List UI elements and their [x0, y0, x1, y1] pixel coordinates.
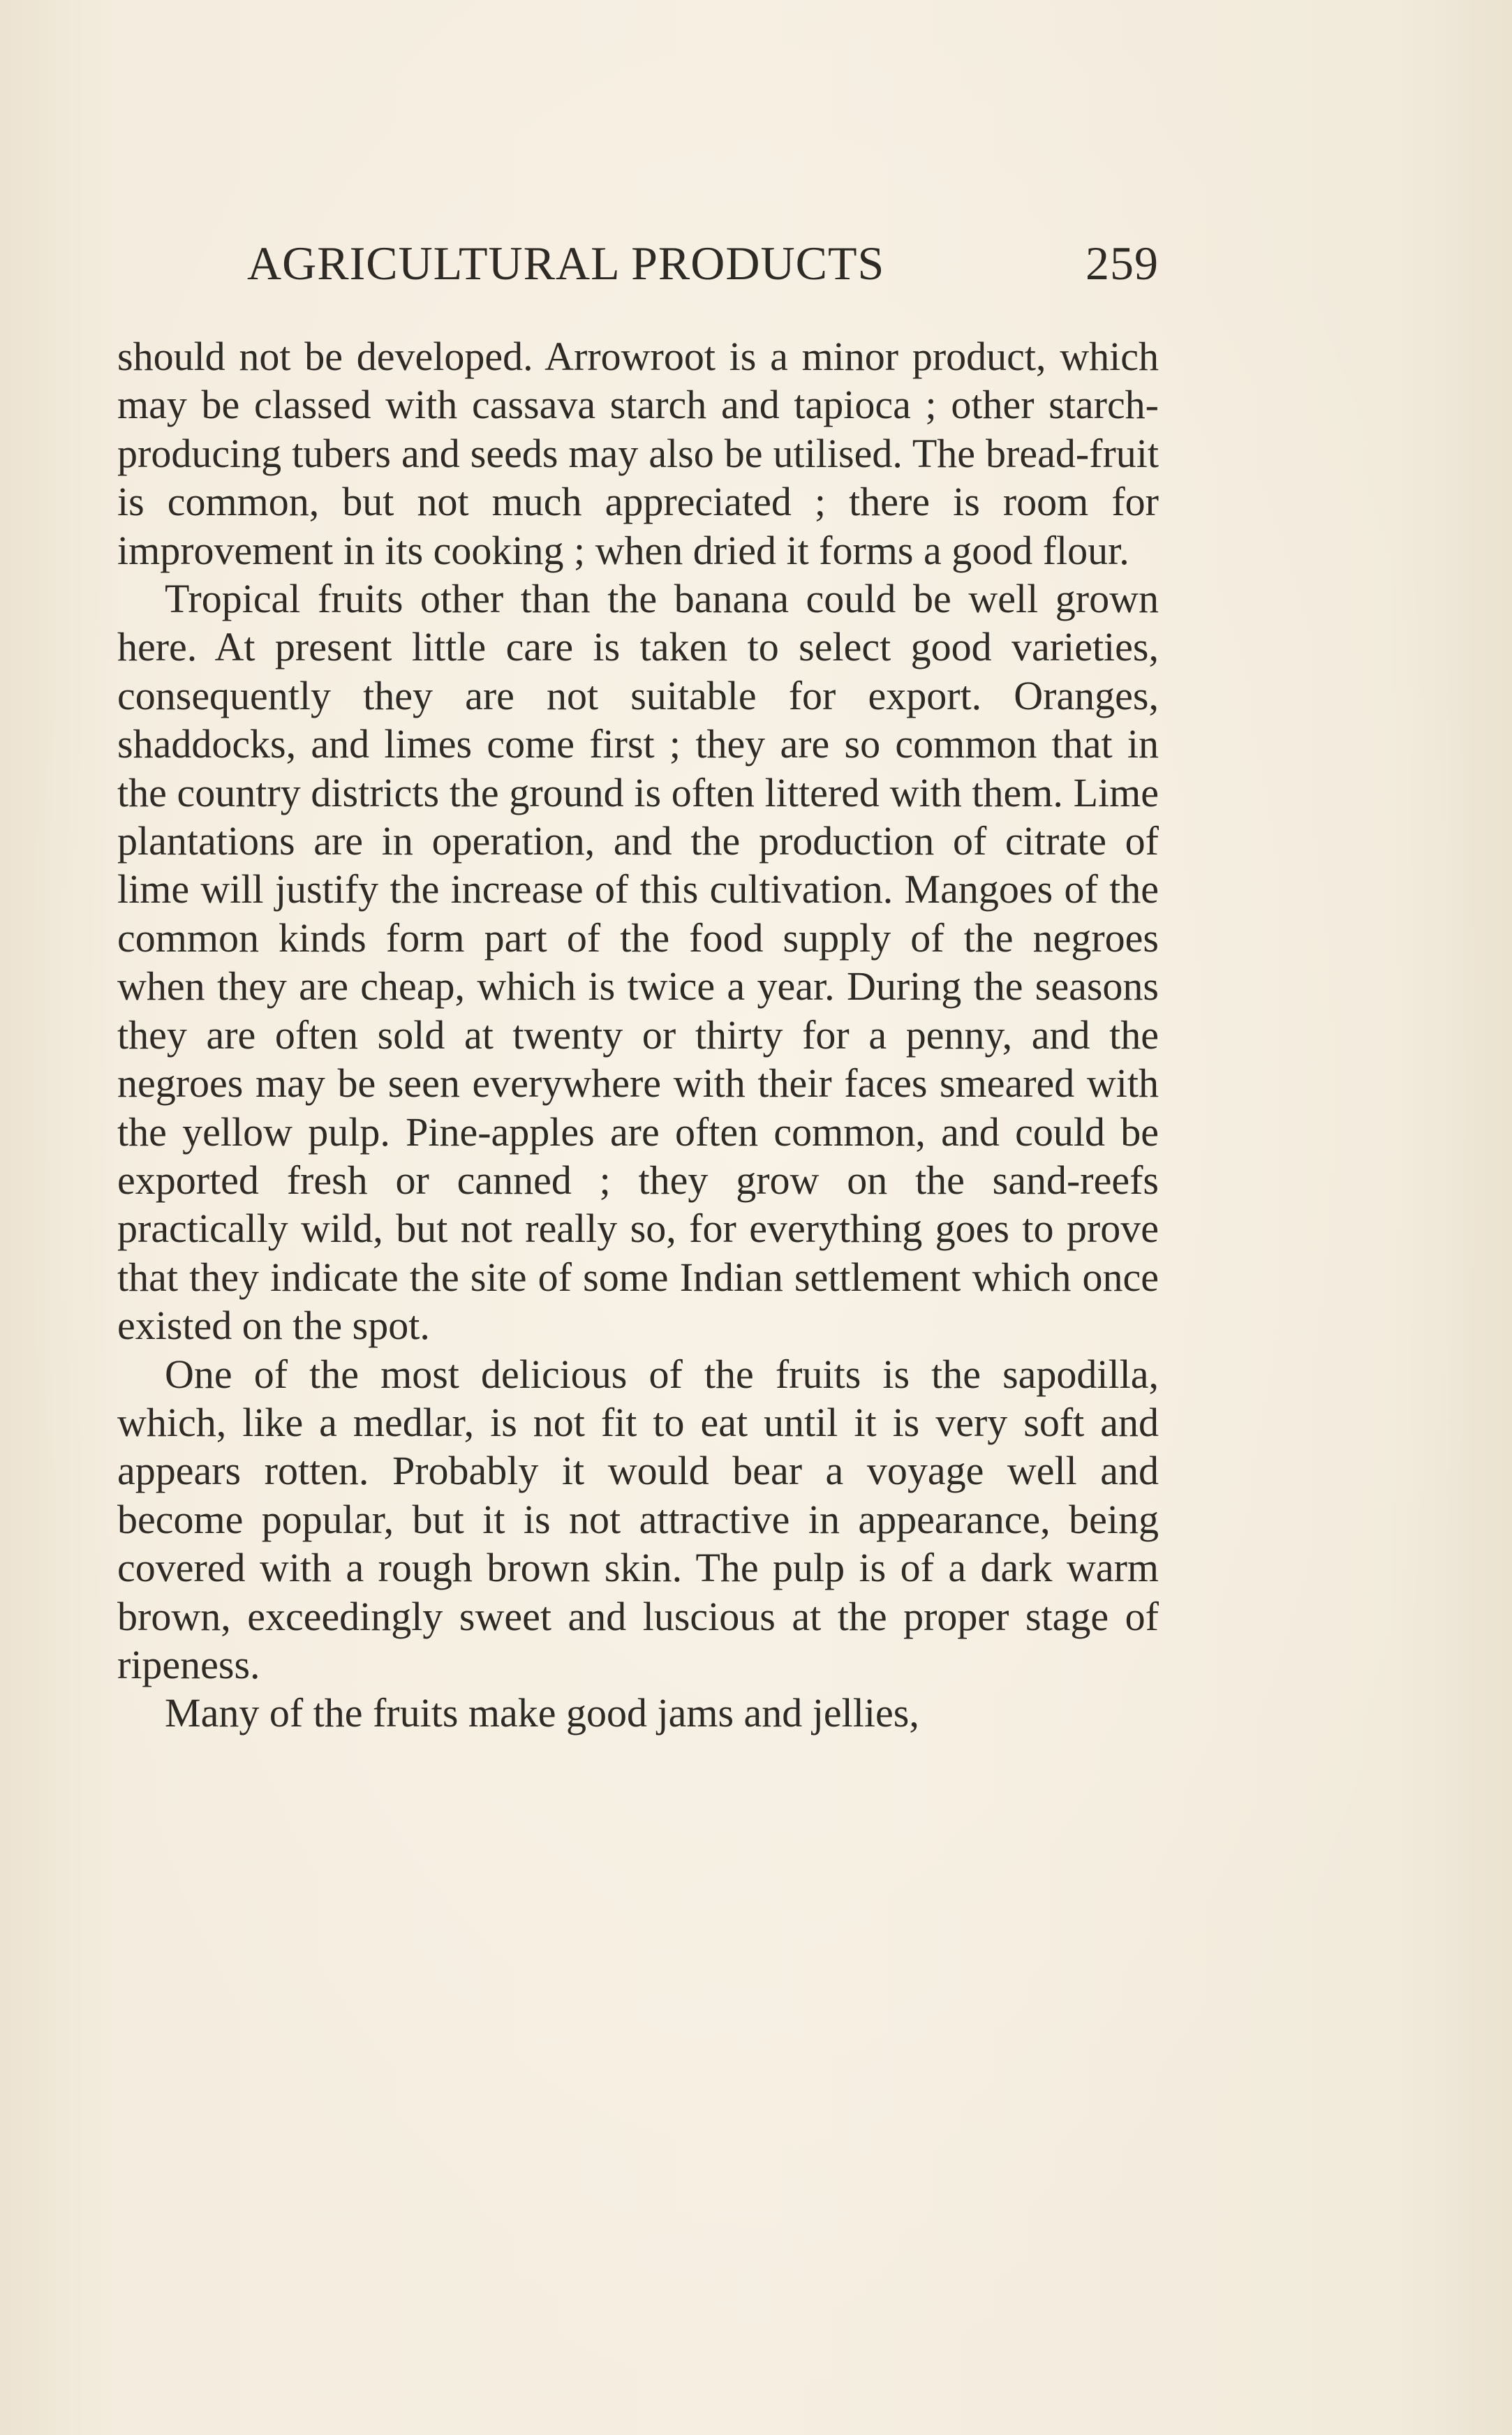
paragraph-sapodilla: One of the most delicious of the fruits is the sapodilla, which, like a medlar, is not fit to eat until it is very soft and appears rotten. Probably it would bear a voyage well and become popular, but it is not attractive in appearance, being covered with a rough brown skin. The pulp is of a dark warm brown, exceedingly sweet and luscious at the proper stage of ripeness. — [117, 1351, 1159, 1687]
paragraph-jams-jellies: Many of the fruits make good jams and jellies, — [165, 1690, 919, 1736]
body-text — [117, 332, 1159, 1738]
running-title: AGRICULTURAL PRODUCTS — [247, 237, 885, 290]
paragraph-tropical-fruits: Tropical fruits other than the banana could be well grown here. At present little care is taken to select good varieties, consequently they are not suitable for export. Oranges, shaddocks, and limes come first ; they are so common that in the country districts the ground is often littered with them. Lime plantations are in operation, and the production of citrate of lime will justify the increase of this cultivation. Mangoes of the common kinds form part of the food supply of the negroes when they are cheap, which is twice a year. During the seasons they are often sold at twenty or thirty for a penny, and the negroes may be seen everywhere with their faces smeared with the yellow pulp. Pine-apples are often common, and could be exported fresh or canned ; they grow on the sand-reefs practically wild, but not really so, for everything goes to prove that they indicate the site of some Indian settlement which once existed on the spot. — [117, 576, 1159, 1349]
paragraph-continued: should not be developed. Arrowroot is a minor product, which may be classed with cassava starch and tapioca ; other starch-producing tubers and seeds may also be utilised. The bread-fruit is common, but not much appreciated ; there is room for improvement in its cooking ; when dried it forms a good flour. — [117, 334, 1159, 573]
running-head — [117, 236, 1159, 303]
page-number: 259 — [1085, 237, 1159, 290]
